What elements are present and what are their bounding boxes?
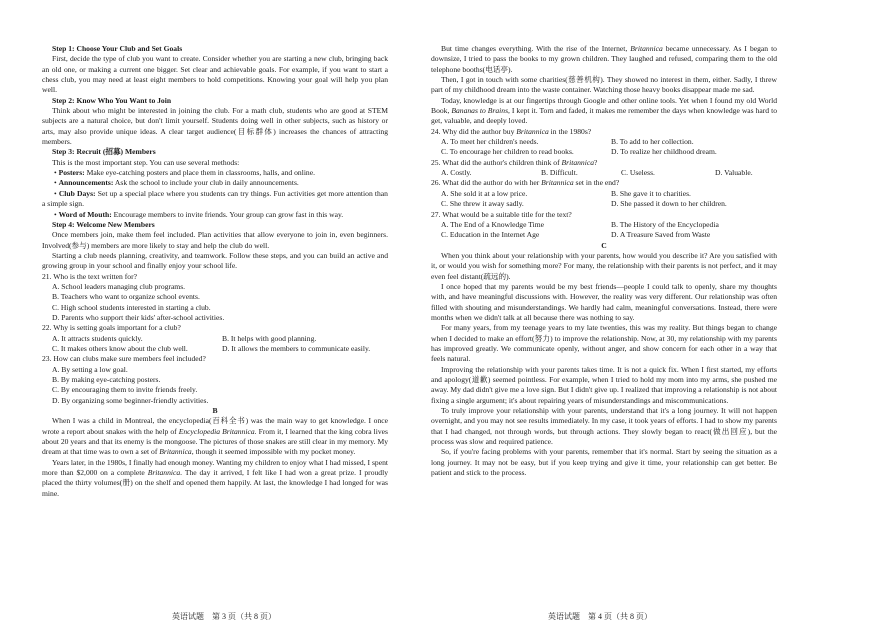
passage-c-paragraph-4: Improving the relationship with your parents takes time. It is not a quick fix. When I first started, my efforts and apology(道歉) seemed pointless. For example, when I tried to hold my mom into my arms, she pushed me away. My dad didn't give me a love sign. But I didn't give up. I realized that improving a relationship is not about fixing a single argument; it's about repairing years of misunderstandings and miscommunications. <box>431 364 777 405</box>
q21-option-d: D. Parents who support their kids' after-school activities. <box>52 312 225 322</box>
question-24 <box>431 127 777 137</box>
step3-title: Step 3: Recruit (招募) Members <box>52 147 156 157</box>
q26-option-a: A. She sold it at a low price. <box>441 188 528 198</box>
q22-option-b: B. It helps with good planning. <box>222 333 317 343</box>
q26-option-c: C. She threw it away sadly. <box>441 199 524 209</box>
section-b-heading: B <box>212 406 218 416</box>
bullet-announcements-text: Ask the school to include your club in daily announcements. <box>113 178 299 188</box>
step2-paragraph: Think about who might be interested in joining the club. For a math club, students who are good at STEM subjects are a natural choice, but don't limit yourself. Students doing well in other subjects, such as history or arts, may also provide unique ideas. A clear target audience(目标群体) increases the chances of attracting members. <box>42 106 388 147</box>
bullet-club-days: • Club Days: Set up a special place where you students can try things. Fun activities get more attention than a simple sign. <box>42 188 388 209</box>
step1-paragraph: First, decide the type of club you want to create. Consider whether you are starting a new club, bringing back an old one, or making a current one bigger. Set clear and achievable goals. For example, if you want to start a chess club, you may need at least eight members to hold competitions. Knowing your goal will help you plan well. <box>42 54 388 95</box>
q27-option-c: C. Education in the Internet Age <box>441 230 540 240</box>
pb3-italic: Britannica <box>630 44 663 53</box>
q27-option-a: A. The End of a Knowledge Time <box>441 219 544 229</box>
q26-text-a: 26. What did the author do with her <box>431 178 542 188</box>
question-26 <box>431 178 777 188</box>
q27-option-d: D. A Treasure Saved from Waste <box>611 230 711 240</box>
q24-option-a: A. To meet her children's needs. <box>441 137 539 147</box>
q25-option-a: A. Costly. <box>441 168 472 178</box>
footer-page-4: 英语试题 第 4 页（共 8 页） <box>548 612 652 621</box>
bullet-announcements-head: Announcements: <box>58 178 114 188</box>
pb5-italic: Bananas to Brains <box>451 106 509 116</box>
q25-option-c: C. Useless. <box>621 168 655 178</box>
bullet-posters: • Posters: Make eye-catching posters and place them in classrooms, halls, and online. <box>54 168 315 178</box>
q24-italic: Britannica <box>516 126 549 136</box>
q27-option-b: B. The History of the Encyclopedia <box>611 219 719 229</box>
bullet-club-days-head: Club Days: <box>58 188 96 198</box>
q25-options <box>431 168 777 178</box>
q23-option-c: C. By encouraging them to invite friends freely. <box>52 385 198 395</box>
q26-option-d: D. She passed it down to her children. <box>611 199 727 209</box>
passage-c-paragraph-2: I once hoped that my parents would be my best friends—people I could talk to openly, share my thoughts with, and have meaningful discussions with. However, the reality was very different. Our relationship was often filled with shouting and misunderstandings. We hardly had calm, meaningful conversations. Instead, there were months when we didn't talk at all because there was nothing to say. <box>431 281 777 322</box>
q25-option-d: D. Valuable. <box>715 168 753 178</box>
passage-b-paragraph-2 <box>42 458 388 499</box>
step4-paragraph-2: Starting a club needs planning, creativity, and teamwork. Follow these steps, and you can build an active and growing group in your school and finally enjoy your school life. <box>42 250 388 271</box>
q24-option-c: C. To encourage her children to read books. <box>441 147 574 157</box>
question-27: 27. What would be a suitable title for the text? <box>431 209 572 219</box>
right-column <box>431 44 777 478</box>
q24-option-b: B. To add to her collection. <box>611 137 694 147</box>
step4-paragraph-1: Once members join, make them feel included. Plan activities that allow everyone to join in, even beginners. Involved(参与) members are more likely to stay and help the club do well. <box>42 230 388 250</box>
q26-options <box>431 189 777 210</box>
passage-c-paragraph-5: To truly improve your relationship with your parents, understand that it's a long journey. It will not happen overnight, and you may not see results immediately. In my case, it took years of efforts. I had to show my parents that I had changed, not through words, but through actions. They slowly began to react(做出回应), but the process was slow and required patience. <box>431 406 777 447</box>
q27-options <box>431 220 777 241</box>
passage-c-paragraph-6: So, if you're facing problems with your parents, remember that it's normal. Start by seeing the situation as a long journey. It may not be easy, but if you keep trying and give it time, your relationship can get better. Be patient and stick to the process. <box>431 447 777 478</box>
step3-paragraph: This is the most important step. You can use several methods: <box>52 157 240 167</box>
pb1-text-c: , though it seemed impossible with my pocket money. <box>191 447 356 457</box>
bullet-word-of-mouth: • Word of Mouth: Encourage members to invite friends. Your group can grow fast in this way. <box>54 209 344 219</box>
footer-page-3: 英语试题 第 3 页（共 8 页） <box>172 612 276 621</box>
q26-text-b: set in the end? <box>573 178 620 188</box>
pb3-text-a: But time changes everything. With the rise of the Internet, <box>441 44 631 53</box>
q21-option-b: B. Teachers who want to organize school events. <box>52 292 200 302</box>
question-23: 23. How can clubs make sure members feel included? <box>42 354 206 364</box>
passage-b-paragraph-1 <box>42 416 388 457</box>
q26-option-b: B. She gave it to charities. <box>611 188 691 198</box>
pb5-text-b: , I kept it. Torn and faded, it makes me remember the days when knowledge was hard to get, valuable, and deeply loved. <box>431 106 777 126</box>
q24-option-d: D. To realize her childhood dream. <box>611 147 717 157</box>
pb1-italic-1: Encyclopedia Britannica <box>178 426 255 436</box>
question-21: 21. Who is the text written for? <box>42 271 137 281</box>
bullet-announcements: • Announcements: Ask the school to include your club in daily announcements. <box>54 178 299 188</box>
pb3-text-b: became unnecessary. As I began to downsize, I tried to pass the books to my grown children. They laughed and refused, comparing them to the old telephone booths(电话亭). <box>431 44 777 74</box>
q24-text-a: 24. Why did the author buy <box>431 126 517 136</box>
pb2-italic-1: Britannica <box>147 468 181 478</box>
q23-option-b: B. By making eye-catching posters. <box>52 375 161 384</box>
left-column <box>42 44 388 499</box>
bullet-club-days-text: Set up a special place where you students can try things. Fun activities get more attention than a simple sign. <box>42 188 388 209</box>
q25-text-a: 25. What did the author's children think of <box>431 157 562 167</box>
bullet-posters-text: Make eye-catching posters and place them in classrooms, halls, and online. <box>84 168 315 178</box>
q26-italic: Britannica <box>541 178 574 188</box>
pb2-text-a: Years later, in the 1980s, I finally had enough money. Wanting my children to enjoy what I had missed, I spent more than $2,000 on a complete <box>42 457 388 478</box>
step4-title: Step 4: Welcome New Members <box>52 219 155 229</box>
pb1-text-b: . From it, I learned that the king cobra lives about 20 years and that its enemy is the mongoose. The pictures of those snakes are still clear in my memory. My dream at that time was to own a set of <box>42 426 388 457</box>
q21-option-a: A. School leaders managing club programs. <box>52 281 186 291</box>
q25-option-b: B. Difficult. <box>541 168 578 178</box>
q23-option-d: D. By organizing some beginner-friendly activities. <box>52 395 209 405</box>
pb2-text-b: . The day it arrived, I felt like I had won a great prize. I proudly placed the thirty volumes(册) on the shelf and opened them happily. At last, the knowledge I had longed for was mine. <box>42 468 388 498</box>
q22-option-a: A. It attracts students quickly. <box>52 333 143 343</box>
passage-b-paragraph-4: Then, I got in touch with some charities(慈善机构). They showed no interest in them, either. Sadly, I threw part of my childhood dream into the waste container. Watching those heavy books disappear made me sad. <box>431 75 777 95</box>
passage-b-paragraph-5 <box>431 96 777 127</box>
q22-options <box>42 334 388 355</box>
section-c-heading: C <box>601 240 607 250</box>
q24-text-b: in the 1980s? <box>548 126 592 136</box>
q23-option-a: A. By setting a low goal. <box>52 364 128 374</box>
q21-option-c: C. High school students interested in starting a club. <box>52 302 211 312</box>
passage-c-paragraph-1: When you think about your relationship with your parents, how would you describe it? Are you satisfied with it, or would you wish for something more? For many, the relationship with their parents is not perfect, and it may even feel distant(疏远的). <box>431 250 777 281</box>
q25-text-b: ? <box>594 157 598 167</box>
question-25 <box>431 158 777 168</box>
q25-italic: Britannica <box>561 157 594 167</box>
step2-title: Step 2: Know Who You Want to Join <box>52 95 172 105</box>
bullet-word-of-mouth-text: Encourage members to invite friends. Your group can grow fast in this way. <box>111 209 344 219</box>
step1-title: Step 1: Choose Your Club and Set Goals <box>52 44 183 53</box>
pb1-text-a: When I was a child in Montreal, the encyclopedia(百科全书) was the main way to get knowledge. I once wrote a report about snakes with the help of <box>42 416 388 436</box>
q22-option-d: D. It allows the members to communicate easily. <box>222 343 371 353</box>
q22-option-c: C. It makes others know about the club well. <box>52 343 188 353</box>
pb5-text-a: Today, knowledge is at our fingertips through Google and other online tools. Yet when I found my old World Book, <box>431 95 777 116</box>
passage-b-paragraph-3 <box>431 44 777 75</box>
pb1-italic-2: Britannica <box>159 447 192 457</box>
bullet-word-of-mouth-head: Word of Mouth: <box>58 209 112 219</box>
question-22: 22. Why is setting goals important for a club? <box>42 323 181 333</box>
bullet-posters-head: Posters: <box>58 168 85 178</box>
passage-c-paragraph-3: For many years, from my teenage years to my late twenties, this was my reality. But things began to change when I decided to make an effort(努力) to improve the relationship. Now, at 30, my relationship with my parents has improved greatly. We communicate openly, without anger, and show concern for each other in a way that feels natural. <box>431 323 777 364</box>
q24-options <box>431 137 777 158</box>
